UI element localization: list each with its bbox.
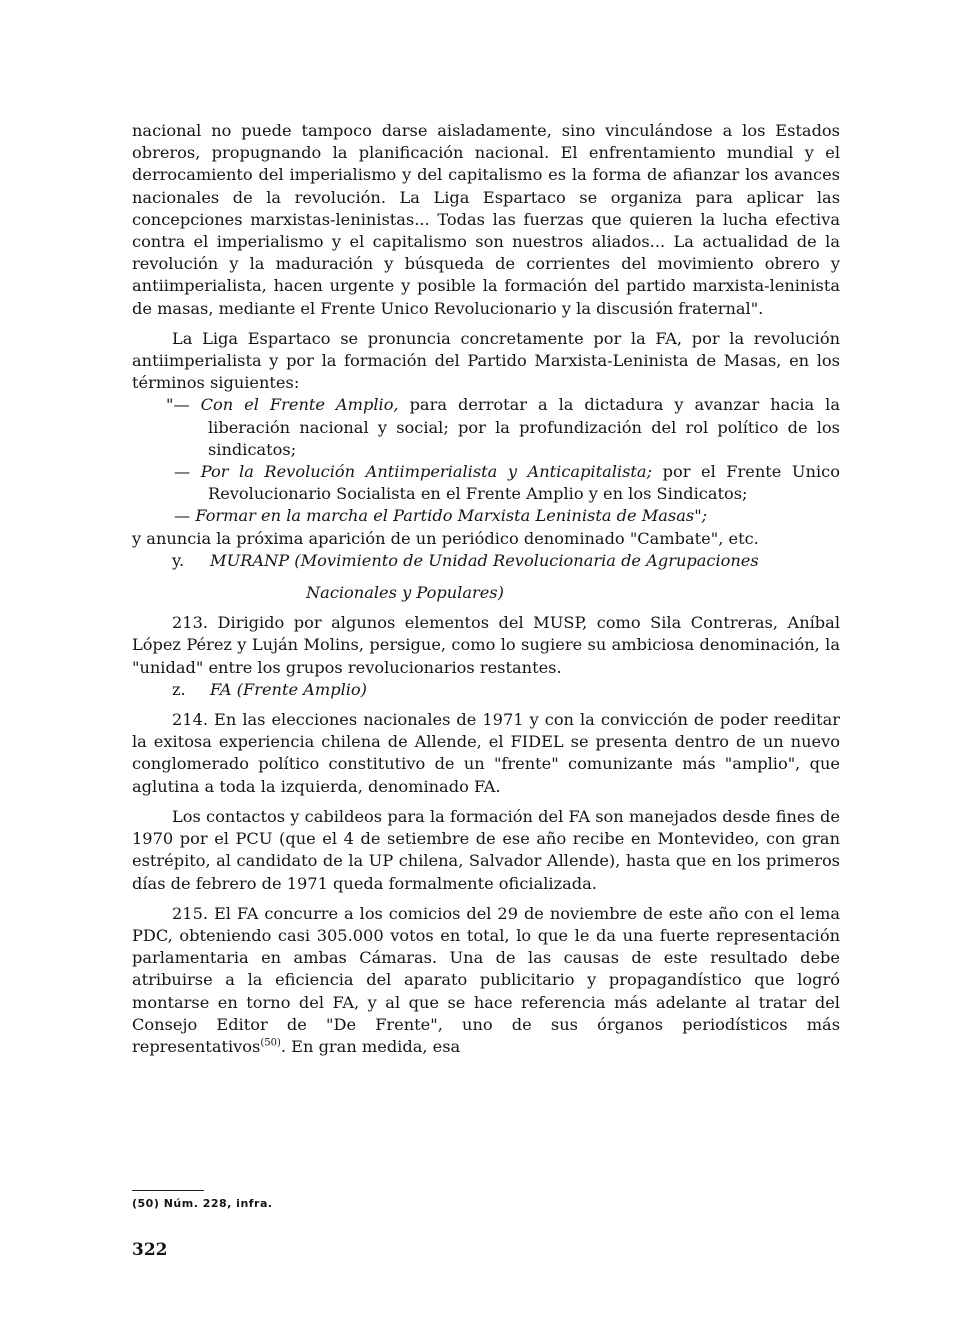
- quote-dash: —: [174, 462, 201, 482]
- quote-text: para derrotar a la dictadura y avanzar hacia la liberación nacional y social; por la profundización del rol político de los sindicatos;: [208, 395, 841, 459]
- paragraph-1: nacional no puede tampoco darse aisladamente, sino vinculándose a los Estados obreros, propugnando la planificación nacional. El enfrentamiento mundial y el derrocamiento del imperialismo y del capitalismo es la forma de afianzar los avances nacionales de la revolución. La Liga Espartaco se organiza para aplicar las concepciones marxistas-leninistas... Todas las fuerzas que quieren la lucha efectiva contra el imperialismo y el capitalismo son nuestros aliados... La actualidad de la revolución y la maduración y búsqueda de corrientes del movimiento obrero y antiimperialista, hacen urgente y posible la formación del partido marxista-leninista de masas, mediante el Frente Unico Revolucionario y la discusión fraternal".: [132, 121, 840, 318]
- paragraph-215-text: 215. El FA concurre a los comicios del 29 de noviembre de este año con el lema PDC, obteniendo casi 305.000 votos en total, lo que le da una fuerte representación parlamentaria en ambas Cámaras. Una de las causas de este resultado debe atribuirse a la eficiencia del aparato publicitario y propagandístico que logró montarse en torno del FA, y al que se hace referencia más adelante al tratar del Consejo Editor de "De Frente", uno de sus órganos periodísticos más representativos: [132, 903, 840, 1056]
- section-title: MURANP (Movimiento de Unidad Revolucionaria de Agrupaciones: [210, 550, 759, 570]
- quote-dash: "—: [166, 395, 201, 415]
- section-heading-z: [132, 679, 840, 701]
- paragraph-214: 214. En las elecciones nacionales de 1971 y con la convicción de poder reeditar la exitosa experiencia chilena de Allende, el FIDEL se presenta dentro de un nuevo conglomerado político constitutivo de un "frente" comunizante más "amplio", que aglutina a toda la izquierda, denominado FA.: [132, 710, 840, 796]
- paragraph-215-end: . En gran medida, esa: [280, 1036, 461, 1056]
- page-body: [132, 120, 840, 1058]
- footnote-reference[interactable]: (50): [260, 1037, 281, 1049]
- quote-emphasis: Formar en la marcha el Partido Marxista Leninista de Masas";: [195, 506, 708, 526]
- paragraph-fa-contacts: Los contactos y cabildeos para la formación del FA son manejados desde fines de 1970 por el PCU (que el 4 de setiembre de ese año recibe en Montevideo, con gran estrépito, al candidato de la UP chilena, Salvador Allende), hasta que en los primeros días de febrero de 1971 queda formalmente oficializada.: [132, 806, 840, 893]
- section-title: FA (Frente Amplio): [210, 679, 367, 699]
- quote-text: por el Frente Unico Revolucionario Socialista en el Frente Amplio y en los Sindicatos;: [208, 462, 840, 504]
- page-number: 322: [132, 1240, 168, 1260]
- section-heading-y-continued: Nacionales y Populares): [306, 583, 504, 603]
- paragraph-2: La Liga Espartaco se pronuncia concretamente por la FA, por la revolución antiimperialista y por la formación del Partido Marxista-Leninista de Masas, en los términos siguientes:: [132, 328, 840, 393]
- footnote: (50) Núm. 228, infra.: [132, 1197, 273, 1210]
- paragraph-213: 213. Dirigido por algunos elementos del MUSP, como Sila Contreras, Aníbal López Pérez y Luján Molins, persigue, como lo sugiere su ambiciosa denominación, la "unidad" entre los grupos revolucionarios restantes.: [132, 613, 840, 677]
- quote-item-2: [132, 461, 840, 505]
- footnote-divider: [132, 1190, 204, 1191]
- quote-emphasis: Con el Frente Amplio,: [200, 395, 399, 415]
- quote-emphasis: Por la Revolución Antiimperialista y Anticapitalista;: [200, 462, 653, 482]
- paragraph-215: [132, 903, 840, 1058]
- quote-dash: —: [174, 506, 196, 526]
- section-letter: z.: [172, 679, 186, 699]
- section-letter: y.: [172, 550, 185, 570]
- quote-item-3: [132, 505, 840, 527]
- section-heading-y: [132, 550, 840, 572]
- quote-item-1: [132, 394, 840, 461]
- paragraph-3: y anuncia la próxima aparición de un periódico denominado "Cambate", etc.: [132, 528, 759, 548]
